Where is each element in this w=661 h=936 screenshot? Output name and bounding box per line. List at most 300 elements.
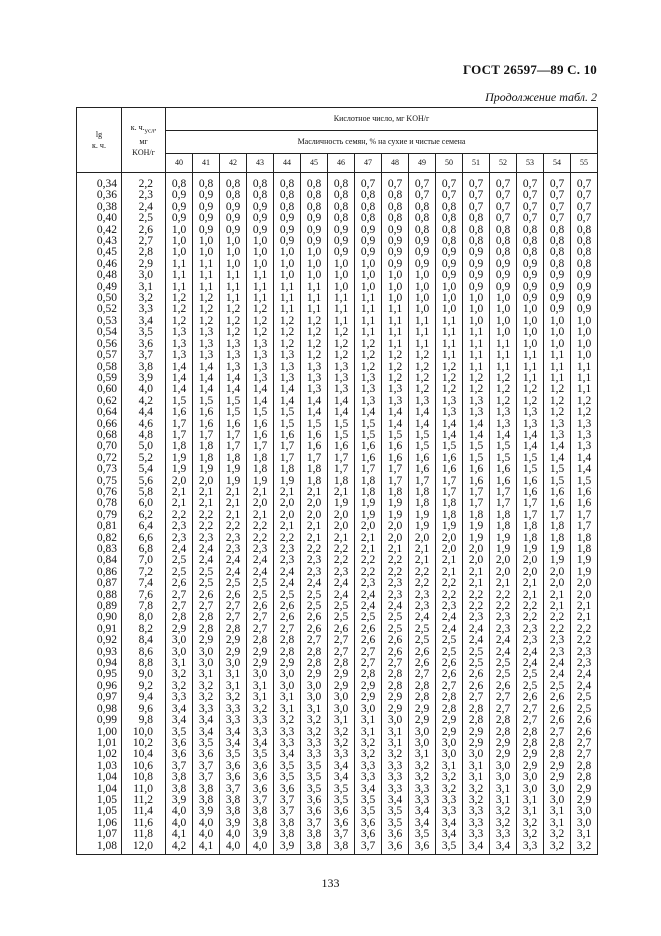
- value-cell: 1,2: [409, 350, 436, 361]
- value-cell: 2,5: [409, 635, 436, 646]
- value-cell: 1,6: [544, 498, 571, 509]
- value-cell: 1,3: [544, 430, 571, 441]
- value-cell: 2,9: [544, 772, 571, 783]
- value-cell: 2,8: [436, 704, 463, 715]
- value-cell: 0,8: [220, 173, 247, 191]
- value-cell: 2,7: [220, 612, 247, 623]
- table-row: [77, 213, 598, 224]
- value-cell: 1,9: [436, 521, 463, 532]
- value-cell: 1,2: [220, 327, 247, 338]
- lg-cell: 1,02: [77, 749, 122, 760]
- value-cell: 2,6: [544, 704, 571, 715]
- value-cell: 3,1: [247, 681, 274, 692]
- value-cell: 1,8: [193, 453, 220, 464]
- value-cell: 2,4: [463, 624, 490, 635]
- value-cell: 3,3: [301, 749, 328, 760]
- value-cell: 2,4: [490, 635, 517, 646]
- value-cell: 3,5: [328, 795, 355, 806]
- value-cell: 1,1: [571, 362, 598, 373]
- value-cell: 2,7: [166, 601, 193, 612]
- value-cell: 3,2: [463, 795, 490, 806]
- value-cell: 0,8: [328, 173, 355, 191]
- value-cell: 2,7: [463, 692, 490, 703]
- value-cell: 2,8: [382, 681, 409, 692]
- value-cell: 0,7: [571, 213, 598, 224]
- value-cell: 3,0: [544, 795, 571, 806]
- value-cell: 1,3: [301, 384, 328, 395]
- value-cell: 2,5: [301, 601, 328, 612]
- value-cell: 3,1: [544, 806, 571, 817]
- value-cell: 3,1: [220, 669, 247, 680]
- value-cell: 0,9: [571, 304, 598, 315]
- value-cell: 2,9: [409, 715, 436, 726]
- value-cell: 1,7: [463, 487, 490, 498]
- value-cell: 0,8: [355, 202, 382, 213]
- value-cell: 2,7: [247, 612, 274, 623]
- lg-cell: 0,76: [77, 487, 122, 498]
- value-cell: 2,9: [517, 749, 544, 760]
- value-cell: 0,8: [382, 190, 409, 201]
- value-cell: 1,0: [193, 247, 220, 258]
- value-cell: 3,2: [544, 829, 571, 840]
- value-cell: 1,0: [517, 304, 544, 315]
- value-cell: 0,9: [544, 293, 571, 304]
- value-cell: 2,0: [193, 476, 220, 487]
- value-cell: 1,4: [220, 373, 247, 384]
- value-cell: 3,6: [301, 795, 328, 806]
- value-cell: 1,4: [193, 384, 220, 395]
- value-cell: 3,6: [355, 818, 382, 829]
- value-cell: 3,4: [409, 806, 436, 817]
- value-cell: 2,2: [409, 578, 436, 589]
- value-cell: 3,5: [193, 738, 220, 749]
- value-cell: 1,5: [274, 419, 301, 430]
- value-cell: 1,4: [571, 453, 598, 464]
- value-cell: 0,8: [544, 259, 571, 270]
- oil-content-header-cell: 47: [355, 154, 382, 173]
- value-cell: 3,4: [490, 841, 517, 855]
- value-cell: 2,3: [490, 612, 517, 623]
- value-cell: 0,9: [517, 282, 544, 293]
- lg-cell: 0,88: [77, 590, 122, 601]
- kch-cell: 11,0: [122, 784, 166, 795]
- value-cell: 1,1: [571, 373, 598, 384]
- value-cell: 1,9: [382, 510, 409, 521]
- value-cell: 0,9: [355, 225, 382, 236]
- value-cell: 0,9: [463, 259, 490, 270]
- value-cell: 2,8: [328, 658, 355, 669]
- header-lg: [77, 108, 122, 173]
- value-cell: 3,2: [517, 818, 544, 829]
- value-cell: 3,6: [382, 841, 409, 855]
- value-cell: 1,5: [220, 396, 247, 407]
- value-cell: 1,4: [517, 441, 544, 452]
- value-cell: 2,4: [490, 647, 517, 658]
- value-cell: 2,4: [328, 590, 355, 601]
- value-cell: 2,1: [193, 487, 220, 498]
- value-cell: 3,3: [247, 715, 274, 726]
- value-cell: 3,4: [274, 749, 301, 760]
- value-cell: 1,3: [301, 362, 328, 373]
- value-cell: 1,5: [409, 430, 436, 441]
- value-cell: 1,3: [436, 407, 463, 418]
- lg-cell: 0,38: [77, 202, 122, 213]
- value-cell: 1,0: [544, 316, 571, 327]
- value-cell: 0,7: [490, 190, 517, 201]
- value-cell: 0,8: [301, 173, 328, 191]
- kch-cell: 3,8: [122, 362, 166, 373]
- value-cell: 1,1: [355, 316, 382, 327]
- value-cell: 1,1: [436, 327, 463, 338]
- lg-cell: 0,54: [77, 327, 122, 338]
- value-cell: 3,3: [247, 727, 274, 738]
- value-cell: 1,7: [544, 510, 571, 521]
- value-cell: 0,8: [436, 202, 463, 213]
- value-cell: 3,0: [571, 818, 598, 829]
- value-cell: 3,2: [193, 681, 220, 692]
- value-cell: 3,8: [301, 829, 328, 840]
- value-cell: 1,0: [463, 316, 490, 327]
- value-cell: 3,3: [220, 704, 247, 715]
- value-cell: 1,1: [247, 293, 274, 304]
- value-cell: 2,0: [328, 521, 355, 532]
- value-cell: 3,0: [463, 749, 490, 760]
- value-cell: 2,0: [274, 510, 301, 521]
- value-cell: 2,2: [382, 567, 409, 578]
- value-cell: 1,0: [436, 282, 463, 293]
- value-cell: 0,9: [382, 236, 409, 247]
- value-cell: 1,1: [328, 304, 355, 315]
- value-cell: 2,3: [382, 590, 409, 601]
- value-cell: 2,0: [247, 498, 274, 509]
- kch-cell: 2,8: [122, 247, 166, 258]
- value-cell: 3,3: [436, 795, 463, 806]
- lg-cell: 0,92: [77, 635, 122, 646]
- value-cell: 2,0: [517, 555, 544, 566]
- value-cell: 0,7: [544, 202, 571, 213]
- value-cell: 3,3: [193, 704, 220, 715]
- value-cell: 1,8: [409, 487, 436, 498]
- value-cell: 1,7: [274, 441, 301, 452]
- acid-number-table: [76, 107, 598, 855]
- value-cell: 3,0: [490, 761, 517, 772]
- value-cell: 1,1: [544, 362, 571, 373]
- value-cell: 1,4: [301, 407, 328, 418]
- value-cell: 1,1: [382, 316, 409, 327]
- value-cell: 0,8: [193, 173, 220, 191]
- value-cell: 0,7: [571, 173, 598, 191]
- value-cell: 0,8: [301, 190, 328, 201]
- value-cell: 0,8: [544, 236, 571, 247]
- value-cell: 2,1: [571, 612, 598, 623]
- value-cell: 0,9: [328, 236, 355, 247]
- lg-cell: 0,43: [77, 236, 122, 247]
- value-cell: 0,8: [328, 213, 355, 224]
- value-cell: 1,2: [274, 327, 301, 338]
- value-cell: 2,5: [463, 658, 490, 669]
- value-cell: 2,5: [436, 635, 463, 646]
- value-cell: 3,1: [517, 795, 544, 806]
- value-cell: 2,5: [382, 612, 409, 623]
- value-cell: 2,0: [517, 567, 544, 578]
- value-cell: 0,9: [571, 282, 598, 293]
- kch-cell: 6,2: [122, 510, 166, 521]
- value-cell: 3,2: [301, 715, 328, 726]
- table-body: [77, 173, 598, 855]
- value-cell: 1,3: [463, 396, 490, 407]
- value-cell: 2,8: [463, 715, 490, 726]
- value-cell: 2,1: [220, 498, 247, 509]
- value-cell: 2,1: [409, 544, 436, 555]
- oil-content-header-cell: 43: [247, 154, 274, 173]
- value-cell: 2,7: [328, 635, 355, 646]
- value-cell: 2,2: [355, 567, 382, 578]
- value-cell: 3,5: [274, 761, 301, 772]
- value-cell: 2,5: [328, 612, 355, 623]
- value-cell: 2,2: [517, 601, 544, 612]
- value-cell: 3,6: [355, 829, 382, 840]
- value-cell: 1,1: [301, 293, 328, 304]
- kch-cell: 3,4: [122, 316, 166, 327]
- value-cell: 1,7: [301, 453, 328, 464]
- value-cell: 3,2: [166, 669, 193, 680]
- header-kch: [122, 108, 166, 173]
- value-cell: 1,1: [382, 339, 409, 350]
- kch-cell: 5,4: [122, 464, 166, 475]
- kch-cell: 5,8: [122, 487, 166, 498]
- value-cell: 2,1: [166, 487, 193, 498]
- value-cell: 1,8: [193, 441, 220, 452]
- value-cell: 0,9: [490, 282, 517, 293]
- value-cell: 1,7: [328, 453, 355, 464]
- value-cell: 1,2: [355, 350, 382, 361]
- value-cell: 3,2: [517, 829, 544, 840]
- value-cell: 3,3: [382, 772, 409, 783]
- lg-cell: 0,99: [77, 715, 122, 726]
- value-cell: 1,2: [301, 316, 328, 327]
- value-cell: 2,7: [571, 749, 598, 760]
- value-cell: 2,9: [490, 749, 517, 760]
- value-cell: 1,0: [355, 270, 382, 281]
- value-cell: 2,2: [409, 567, 436, 578]
- value-cell: 2,6: [220, 590, 247, 601]
- value-cell: 2,4: [193, 555, 220, 566]
- value-cell: 1,9: [463, 521, 490, 532]
- value-cell: 2,5: [517, 669, 544, 680]
- value-cell: 2,7: [247, 624, 274, 635]
- value-cell: 1,4: [355, 407, 382, 418]
- value-cell: 3,1: [544, 818, 571, 829]
- oil-content-header-cell: 48: [382, 154, 409, 173]
- lg-cell: 1,03: [77, 761, 122, 772]
- table-row: [77, 270, 598, 281]
- lg-cell: 0,94: [77, 658, 122, 669]
- value-cell: 1,1: [517, 373, 544, 384]
- value-cell: 2,9: [220, 635, 247, 646]
- lg-cell: 1,04: [77, 784, 122, 795]
- value-cell: 1,8: [544, 533, 571, 544]
- value-cell: 3,9: [193, 806, 220, 817]
- value-cell: 3,0: [328, 704, 355, 715]
- value-cell: 2,3: [220, 533, 247, 544]
- oil-content-header-cell: 46: [328, 154, 355, 173]
- lg-cell: 0,72: [77, 453, 122, 464]
- value-cell: 0,8: [166, 173, 193, 191]
- value-cell: 0,8: [328, 202, 355, 213]
- value-cell: 1,0: [166, 225, 193, 236]
- value-cell: 1,5: [355, 419, 382, 430]
- value-cell: 3,2: [301, 727, 328, 738]
- value-cell: 1,4: [409, 407, 436, 418]
- value-cell: 2,2: [436, 578, 463, 589]
- value-cell: 0,8: [490, 236, 517, 247]
- lg-cell: 0,78: [77, 498, 122, 509]
- value-cell: 2,9: [193, 635, 220, 646]
- value-cell: 1,7: [355, 464, 382, 475]
- value-cell: 2,3: [301, 567, 328, 578]
- value-cell: 1,0: [274, 259, 301, 270]
- value-cell: 1,2: [166, 316, 193, 327]
- value-cell: 0,7: [463, 202, 490, 213]
- value-cell: 3,0: [247, 669, 274, 680]
- value-cell: 0,9: [220, 225, 247, 236]
- value-cell: 0,7: [517, 173, 544, 191]
- value-cell: 1,2: [193, 304, 220, 315]
- value-cell: 3,0: [355, 704, 382, 715]
- value-cell: 2,7: [409, 669, 436, 680]
- value-cell: 1,0: [463, 304, 490, 315]
- value-cell: 1,1: [247, 270, 274, 281]
- value-cell: 2,0: [490, 567, 517, 578]
- value-cell: 3,6: [382, 829, 409, 840]
- value-cell: 2,5: [355, 612, 382, 623]
- value-cell: 1,0: [544, 327, 571, 338]
- value-cell: 3,9: [247, 829, 274, 840]
- value-cell: 2,9: [490, 738, 517, 749]
- value-cell: 1,0: [382, 270, 409, 281]
- value-cell: 1,8: [274, 464, 301, 475]
- value-cell: 1,1: [517, 362, 544, 373]
- value-cell: 2,2: [166, 510, 193, 521]
- value-cell: 1,4: [490, 430, 517, 441]
- value-cell: 1,2: [247, 316, 274, 327]
- lg-cell: 0,93: [77, 647, 122, 658]
- value-cell: 2,4: [463, 635, 490, 646]
- value-cell: 1,4: [247, 384, 274, 395]
- value-cell: 1,2: [463, 384, 490, 395]
- value-cell: 2,8: [544, 738, 571, 749]
- value-cell: 3,7: [193, 772, 220, 783]
- value-cell: 1,1: [166, 259, 193, 270]
- value-cell: 1,2: [490, 396, 517, 407]
- value-cell: 1,3: [166, 350, 193, 361]
- value-cell: 2,9: [571, 795, 598, 806]
- value-cell: 3,9: [220, 818, 247, 829]
- value-cell: 1,1: [463, 362, 490, 373]
- value-cell: 4,2: [166, 841, 193, 855]
- value-cell: 1,0: [571, 350, 598, 361]
- value-cell: 3,3: [166, 692, 193, 703]
- value-cell: 3,7: [274, 806, 301, 817]
- value-cell: 3,5: [301, 784, 328, 795]
- value-cell: 1,9: [571, 555, 598, 566]
- value-cell: 0,9: [463, 270, 490, 281]
- value-cell: 2,0: [328, 510, 355, 521]
- value-cell: 2,2: [220, 521, 247, 532]
- value-cell: 2,7: [328, 647, 355, 658]
- value-cell: 2,2: [463, 590, 490, 601]
- value-cell: 2,8: [301, 658, 328, 669]
- value-cell: 1,5: [571, 476, 598, 487]
- value-cell: 1,9: [166, 464, 193, 475]
- value-cell: 0,7: [463, 173, 490, 191]
- value-cell: 3,3: [382, 761, 409, 772]
- value-cell: 2,2: [274, 533, 301, 544]
- value-cell: 0,9: [301, 225, 328, 236]
- value-cell: 0,8: [517, 225, 544, 236]
- lg-cell: 0,83: [77, 544, 122, 555]
- value-cell: 2,6: [409, 647, 436, 658]
- value-cell: 1,6: [301, 430, 328, 441]
- value-cell: 0,7: [355, 173, 382, 191]
- lg-cell: 0,95: [77, 669, 122, 680]
- value-cell: 3,3: [301, 738, 328, 749]
- value-cell: 2,4: [355, 601, 382, 612]
- value-cell: 2,4: [382, 601, 409, 612]
- value-cell: 2,2: [571, 624, 598, 635]
- lg-cell: 1,08: [77, 841, 122, 855]
- value-cell: 1,0: [328, 282, 355, 293]
- kch-cell: 3,0: [122, 270, 166, 281]
- value-cell: 1,8: [490, 510, 517, 521]
- value-cell: 1,3: [355, 373, 382, 384]
- value-cell: 0,8: [571, 259, 598, 270]
- value-cell: 0,9: [544, 282, 571, 293]
- value-cell: 2,1: [571, 601, 598, 612]
- value-cell: 3,2: [490, 818, 517, 829]
- value-cell: 1,9: [544, 544, 571, 555]
- value-cell: 2,3: [517, 635, 544, 646]
- kch-cell: 3,2: [122, 293, 166, 304]
- value-cell: 0,9: [247, 202, 274, 213]
- oil-content-header-cell: 41: [193, 154, 220, 173]
- kch-cell: 10,0: [122, 727, 166, 738]
- kch-cell: 9,8: [122, 715, 166, 726]
- value-cell: 2,8: [220, 624, 247, 635]
- value-cell: 1,9: [328, 498, 355, 509]
- value-cell: 2,6: [544, 692, 571, 703]
- table-continuation-note: Продолжение табл. 2: [485, 90, 597, 104]
- value-cell: 1,9: [166, 453, 193, 464]
- value-cell: 0,9: [571, 270, 598, 281]
- value-cell: 0,8: [463, 213, 490, 224]
- value-cell: 1,2: [436, 362, 463, 373]
- value-cell: 2,8: [490, 727, 517, 738]
- value-cell: 2,0: [382, 533, 409, 544]
- value-cell: 2,8: [571, 772, 598, 783]
- value-cell: 2,5: [247, 590, 274, 601]
- value-cell: 1,3: [436, 396, 463, 407]
- value-cell: 2,1: [301, 487, 328, 498]
- value-cell: 0,8: [463, 236, 490, 247]
- value-cell: 1,8: [571, 533, 598, 544]
- value-cell: 1,7: [517, 510, 544, 521]
- value-cell: 2,4: [571, 681, 598, 692]
- value-cell: 3,2: [193, 692, 220, 703]
- value-cell: 1,2: [517, 384, 544, 395]
- value-cell: 4,1: [193, 841, 220, 855]
- value-cell: 1,4: [166, 373, 193, 384]
